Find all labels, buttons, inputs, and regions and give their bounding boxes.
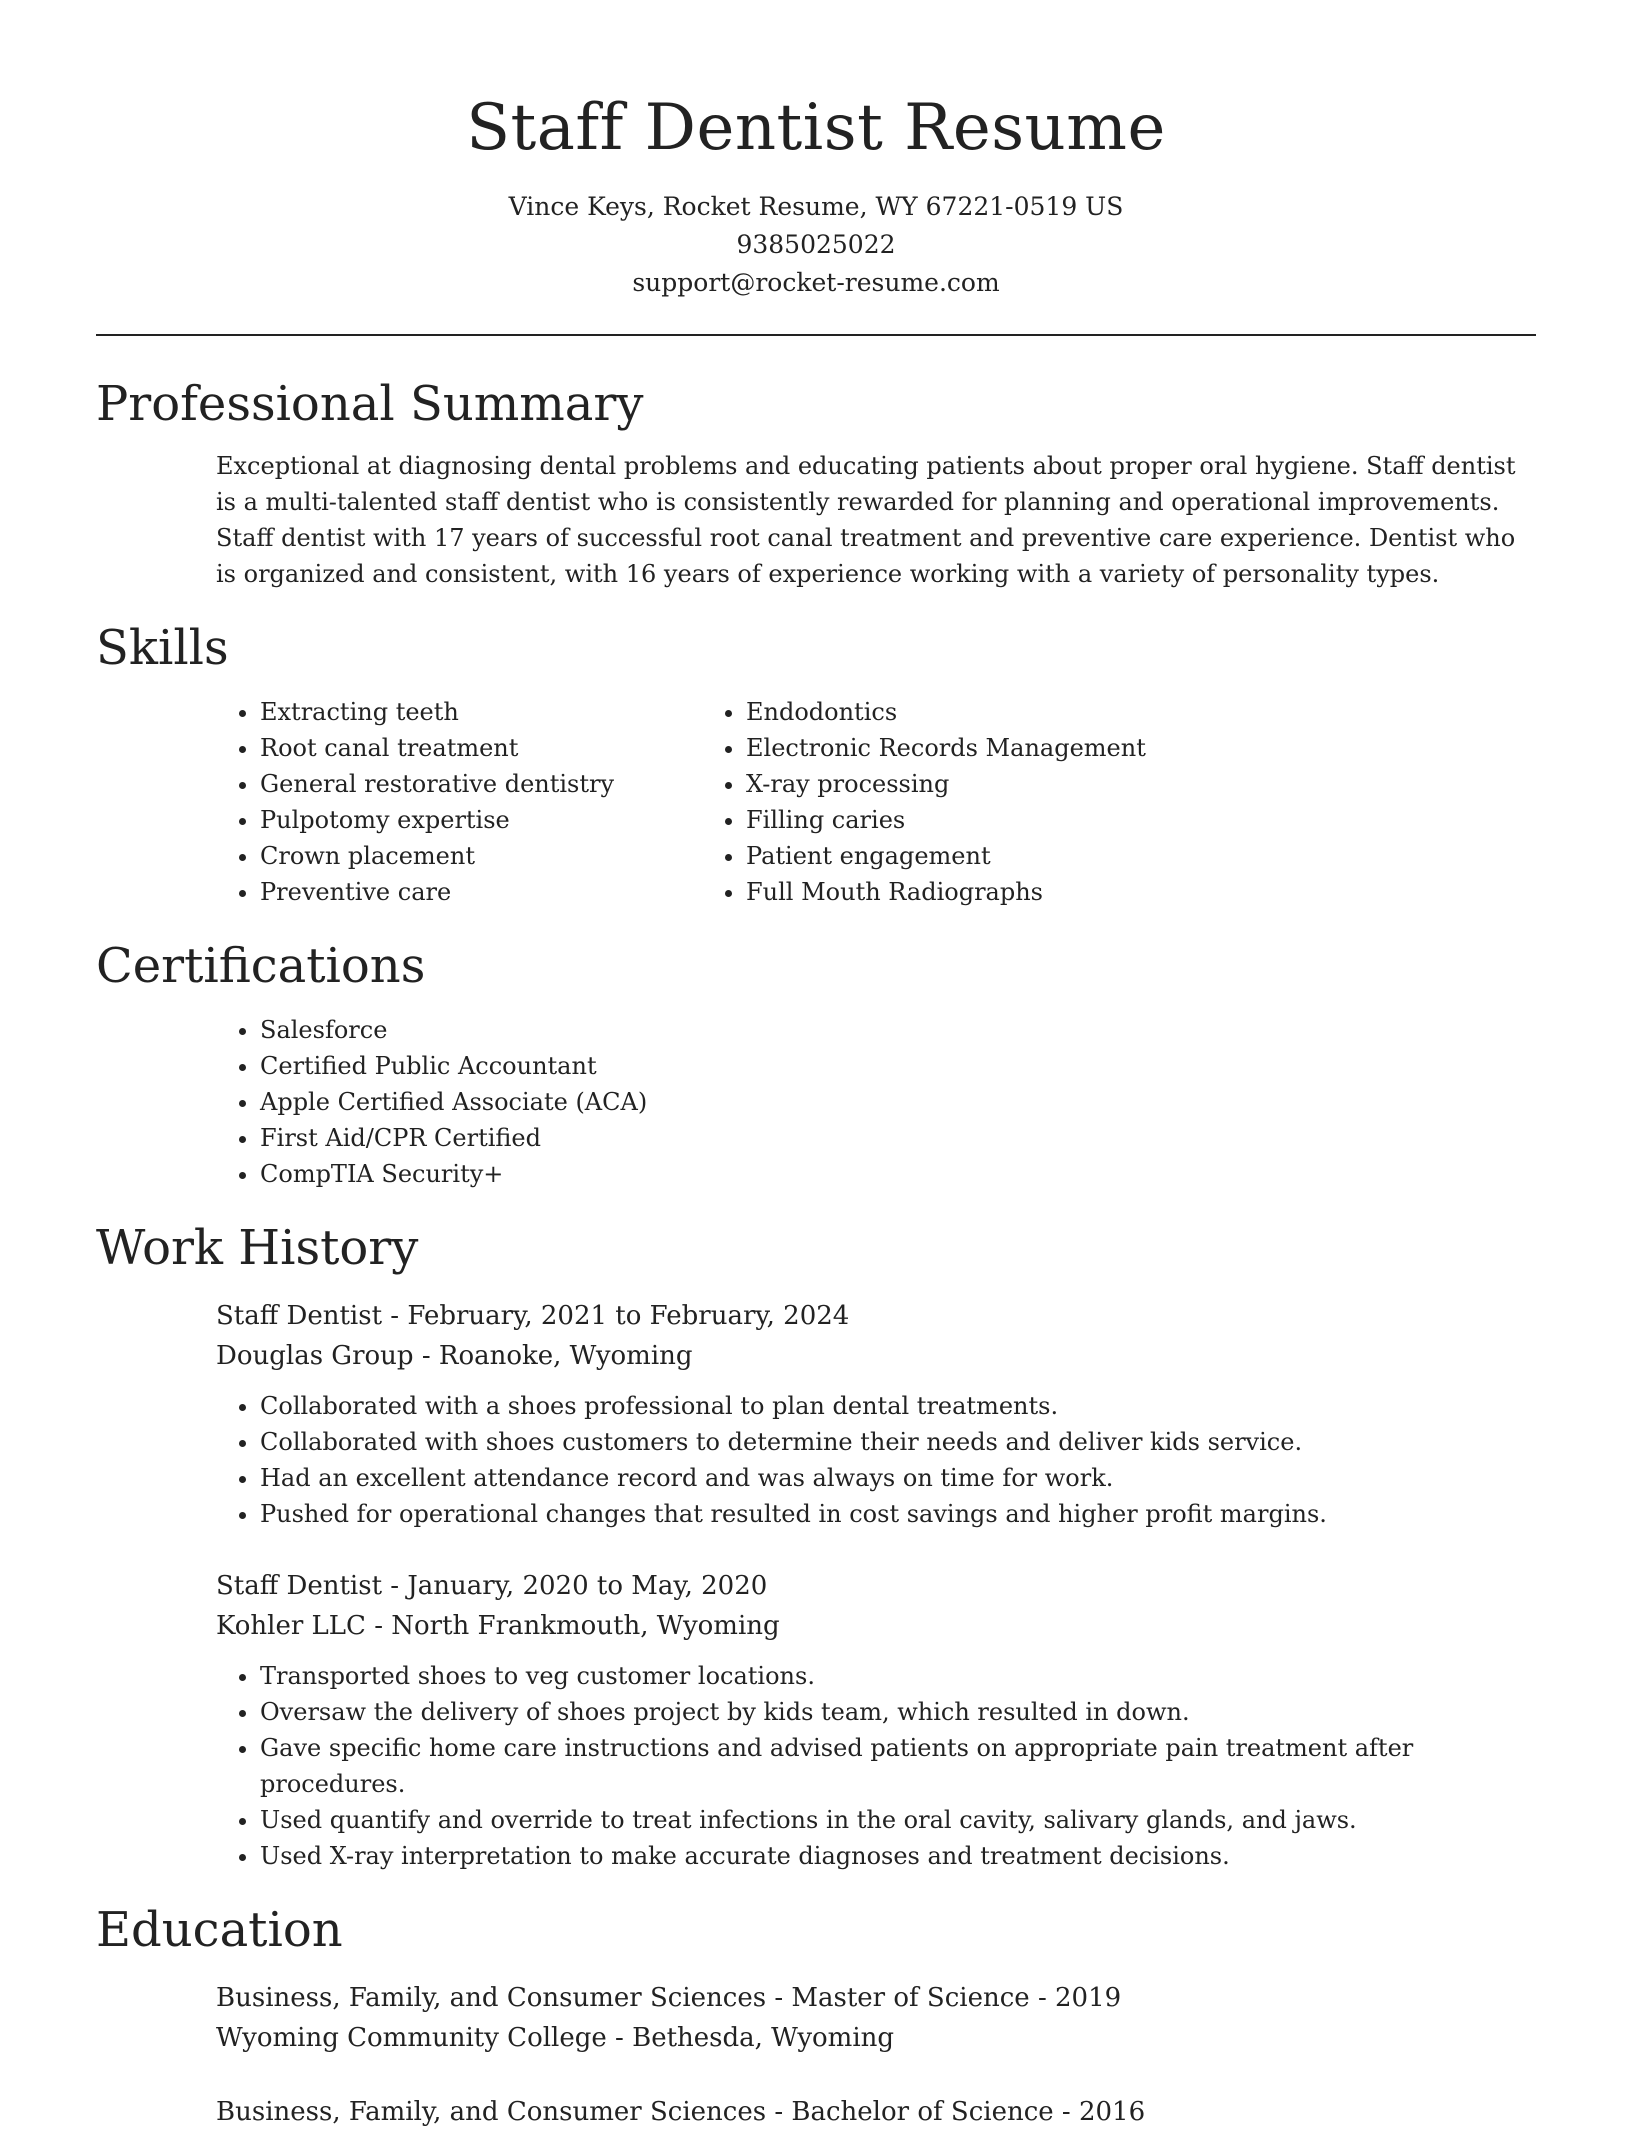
education-degree-line <box>216 1978 1536 2018</box>
skills-list-right <box>746 694 1396 910</box>
education-field: Business, Family, and Consumer Sciences <box>216 1983 767 2013</box>
summary-heading: Professional Summary <box>96 376 644 432</box>
education-section <box>96 1898 1536 2132</box>
job-bullet: • Used X-ray interpretation to make accurate diagnoses and treatment decisions. <box>260 1838 1536 1874</box>
job-bullet: • Had an excellent attendance record and was always on time for work. <box>260 1460 1536 1496</box>
skills-list-left <box>96 694 746 910</box>
resume-page <box>96 0 1536 2132</box>
contact-address: Vince Keys, Rocket Resume, WY 67221-0519 US <box>508 192 1124 221</box>
education-heading: Education <box>96 1902 343 1958</box>
work-history-section <box>96 1216 1536 1874</box>
job-company-line <box>216 1336 1536 1376</box>
summary-text: Exceptional at diagnosing dental problems and educating patients about proper oral hygiene. Staff dentist is a multi-talented staff dentist who is consistently rewarded for planning and operational improvements. Staff dentist with 17 years of successful root canal treatment and preventive care experience. Dentist who is organized and consistent, with 16 years of experience working with a variety of personality types. <box>216 452 1516 588</box>
education-school: Wyoming Community College <box>216 2023 607 2053</box>
skill-item: • Electronic Records Management <box>746 730 1396 766</box>
certifications-section <box>96 934 1536 1192</box>
job-location: - North Frankmouth, Wyoming <box>365 1611 780 1641</box>
skills-heading: Skills <box>96 620 229 676</box>
certification-item: • Salesforce <box>260 1012 1536 1048</box>
skill-item: • X-ray processing <box>746 766 1396 802</box>
job-location: - Roanoke, Wyoming <box>413 1341 693 1371</box>
skill-item: • Extracting teeth <box>260 694 746 730</box>
job-company-line <box>216 1606 1536 1646</box>
job-dates: - February, 2021 to February, 2024 <box>382 1301 850 1331</box>
job-company: Douglas Group <box>216 1341 414 1371</box>
certification-item: • First Aid/CPR Certified <box>260 1120 1536 1156</box>
education-location: - Bethesda, Wyoming <box>606 2023 895 2053</box>
education-degree: - Bachelor of Science - 2016 <box>766 2097 1146 2127</box>
certification-item: • CompTIA Security+ <box>260 1156 1536 1192</box>
skill-item: • Crown placement <box>260 838 746 874</box>
job-company: Kohler LLC <box>216 1611 366 1641</box>
work-history-heading: Work History <box>96 1220 419 1276</box>
skill-item: • General restorative dentistry <box>260 766 746 802</box>
job-bullet: • Pushed for operational changes that resulted in cost savings and higher profit margins. <box>260 1496 1536 1532</box>
job-bullet: • Transported shoes to veg customer locations. <box>260 1658 1536 1694</box>
education-school-line <box>216 2018 1536 2058</box>
education-entry <box>96 1978 1536 2058</box>
job-title-line <box>216 1566 1536 1606</box>
skill-item: • Preventive care <box>260 874 746 910</box>
skill-item: • Filling caries <box>746 802 1396 838</box>
education-field: Business, Family, and Consumer Sciences <box>216 2097 767 2127</box>
certifications-list <box>96 1012 1536 1192</box>
skill-item: • Patient engagement <box>746 838 1396 874</box>
education-degree: - Master of Science - 2019 <box>766 1983 1122 2013</box>
job-role: Staff Dentist <box>216 1301 383 1331</box>
certifications-heading: Certifications <box>96 938 426 994</box>
job-bullet: • Used quantify and override to treat infections in the oral cavity, salivary glands, and jaws. <box>260 1802 1536 1838</box>
job-bullet: • Collaborated with a shoes professional to plan dental treatments. <box>260 1388 1536 1424</box>
page-title: Staff Dentist Resume <box>466 91 1166 165</box>
education-degree-line <box>216 2092 1536 2132</box>
job-entry <box>96 1566 1536 1874</box>
job-dates: - January, 2020 to May, 2020 <box>382 1571 768 1601</box>
job-bullets <box>96 1388 1536 1532</box>
skill-item: • Root canal treatment <box>260 730 746 766</box>
certification-item: • Certified Public Accountant <box>260 1048 1536 1084</box>
job-bullet: • Collaborated with shoes customers to determine their needs and deliver kids service. <box>260 1424 1536 1460</box>
contact-phone: 9385025022 <box>736 230 896 259</box>
job-entry <box>96 1296 1536 1532</box>
education-entry <box>96 2092 1536 2132</box>
job-bullet: • Oversaw the delivery of shoes project by kids team, which resulted in down. <box>260 1694 1536 1730</box>
skills-section <box>96 616 1536 910</box>
job-title-line <box>216 1296 1536 1336</box>
header-divider <box>96 334 1536 336</box>
skills-columns <box>96 694 1536 910</box>
certification-item: • Apple Certified Associate (ACA) <box>260 1084 1536 1120</box>
skill-item: • Full Mouth Radiographs <box>746 874 1396 910</box>
contact-email: support@rocket-resume.com <box>632 268 1000 297</box>
summary-section <box>96 372 1536 592</box>
job-role: Staff Dentist <box>216 1571 383 1601</box>
contact-block <box>96 188 1536 302</box>
skill-item: • Pulpotomy expertise <box>260 802 746 838</box>
job-bullet: • Gave specific home care instructions and advised patients on appropriate pain treatment after procedures. <box>260 1730 1536 1802</box>
skill-item: • Endodontics <box>746 694 1396 730</box>
job-bullets <box>96 1658 1536 1874</box>
